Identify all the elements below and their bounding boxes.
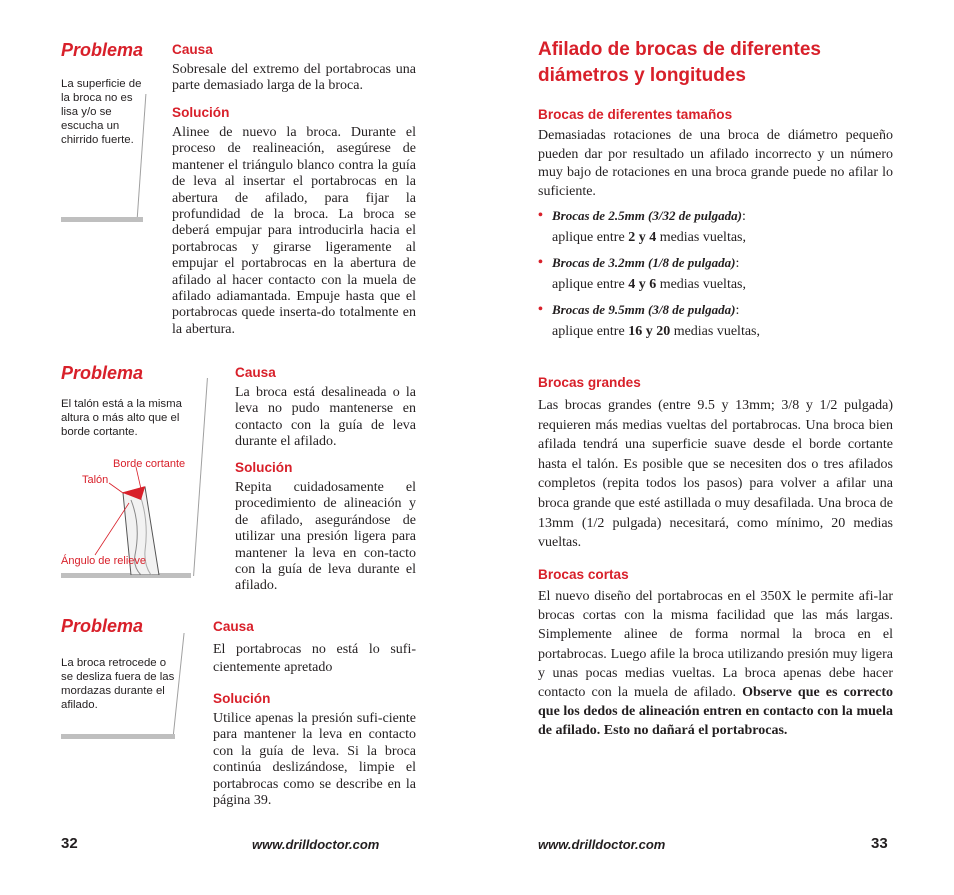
- problem-3-note: La broca retrocede o se desliza fuera de las mordazas durante el afilado.: [61, 657, 175, 711]
- sizes-text: Demasiadas rotaciones de una broca de diámetro pequeño pueden dar por resultado un afilado incorrecto y un número muy bajo de rotaciones en una broca grande puede no afilar lo suficiente.: [538, 128, 893, 199]
- footer-url-left: www.drilldoctor.com: [252, 837, 380, 852]
- problem-3-cause-label: Causa: [213, 619, 254, 634]
- problem-2-cause-label: Causa: [235, 365, 276, 380]
- problem-2-note: El talón está a la misma altura o más alto que el borde cortante.: [61, 398, 182, 438]
- problem-1-heading: Problema: [61, 40, 144, 60]
- figure-label-edge: Borde cortante: [113, 458, 186, 470]
- problem-1-cause: Sobresale del extremo del portabrocas una parte demasiado larga de la broca.: [172, 62, 416, 94]
- problem-2-solution: Repita cuidadosamente el procedimiento de alineación y de afilado, asegurándose de utilizar una presión ligera para mantener la leva en con-tacto con la guía de leva durante el afilado.: [235, 480, 416, 594]
- problem-3-solution-label: Solución: [213, 691, 271, 706]
- problem-1-solution-label: Solución: [172, 105, 230, 120]
- problem-3-heading: Problema: [61, 616, 144, 636]
- large-heading: Brocas grandes: [538, 375, 641, 390]
- sizes-heading: Brocas de diferentes tamaños: [538, 107, 733, 122]
- problem-1-solution: Alinee de nuevo la broca. Durante el proceso de realineación, asegúrese de mantener el triángulo blanco contra la guía de leva al insertar el portabrocas en la abertura de afilado, para fijar la profundidad de la broca. La broca se deberá empujar para introducirla hacia el portabrocas y girarse ligeramente al empujar el portabrocas en la abertura de afilado al hacer contacto con la muela de afilado adiamantada. Empuje hasta que el portabrocas quede inserta-do totalmente en la abertura.: [172, 125, 416, 337]
- figure-label-relief: Ángulo de relieve: [61, 555, 147, 567]
- problem-3-bar: [61, 734, 175, 739]
- size-bullet: • Brocas de 3.2mm (1/8 de pulgada): aplique entre 4 y 6 medias vueltas,: [538, 252, 893, 295]
- bullet-pre: aplique entre: [552, 324, 629, 339]
- bullet-post: medias vueltas,: [656, 230, 746, 245]
- problem-3-cause: El portabrocas no está lo sufi-cientemente apretado: [213, 642, 416, 675]
- bullet-amount: 4 y 6: [628, 277, 657, 292]
- bullet-amount: 16 y 20: [628, 324, 671, 339]
- bullet-size: Brocas de 2.5mm (3/32 de pulgada): [552, 208, 742, 223]
- bullet-icon: •: [538, 255, 543, 270]
- bullet-icon: •: [538, 208, 543, 223]
- problem-2-solution-label: Solución: [235, 460, 293, 475]
- short-heading: Brocas cortas: [538, 567, 629, 582]
- bullet-size: Brocas de 9.5mm (3/8 de pulgada): [552, 302, 736, 317]
- short-text: [538, 587, 893, 741]
- problem-2-cause: La broca está desalineada o la leva no pudo mantenerse en contacto con la guía de leva durante el afilado.: [235, 385, 416, 450]
- bullet-size: Brocas de 3.2mm (1/8 de pulgada): [552, 255, 736, 270]
- problem-1-bar: [61, 217, 143, 222]
- short-text-body: El nuevo diseño del portabrocas en el 350X le permite afi-lar brocas cortas con la misma facilidad que las más largas. Simplemente alinee de forma normal la broca en el portabrocas. Luego afile la broca utilizando presión muy ligera y unas pocas medias vueltas. La broca apenas debe hacer contacto con la muela de afilado.: [538, 589, 893, 701]
- problem-3-solution: Utilice apenas la presión sufi-ciente para mantener la leva en contacto con la guía de leva. Si la broca continúa deslizándose, limpie el portabrocas como se describe en la página 39.: [213, 711, 416, 809]
- short-text-bold: Observe que es correcto que los dedos de alineación entren en contacto con la muela de afilado. Esto no dañará el portabrocas.: [538, 685, 894, 739]
- size-bullet-list: [538, 205, 893, 346]
- page-title: Afilado de brocas de diferentes diámetros y longitudes: [538, 39, 821, 86]
- bullet-post: medias vueltas,: [656, 277, 746, 292]
- size-bullet: • Brocas de 9.5mm (3/8 de pulgada): aplique entre 16 y 20 medias vueltas,: [538, 299, 893, 342]
- figure-label-heel: Talón: [82, 474, 109, 486]
- problem-2-heading: Problema: [61, 363, 144, 383]
- bullet-icon: •: [538, 302, 543, 317]
- bullet-pre: aplique entre: [552, 277, 629, 292]
- bullet-pre: aplique entre: [552, 230, 629, 245]
- footer-url-right: www.drilldoctor.com: [538, 837, 666, 852]
- problem-1-note: La superficie de la broca no es lisa y/o se escucha un chirrido fuerte.: [61, 78, 142, 146]
- size-bullet: • Brocas de 2.5mm (3/32 de pulgada): aplique entre 2 y 4 medias vueltas,: [538, 205, 893, 248]
- page-number-left: 32: [61, 835, 78, 852]
- bullet-amount: 2 y 4: [628, 230, 657, 245]
- bullet-post: medias vueltas,: [670, 324, 760, 339]
- page-number-right: 33: [871, 835, 888, 852]
- large-text: Las brocas grandes (entre 9.5 y 13mm; 3/8 y 1/2 pulgada) requieren más medias vueltas del portabrocas. Una broca bien afilada tendrá una superficie suave desde el borde cortante hasta el talón. Es posible que se necesiten dos o tres afilados completos (repita todos los pasos) para volver a afilar una broca grande que esté astillada o muy desafilada. Una broca de 13mm (1/2 pulgada) necesitará, como mínimo, 20 medias vueltas.: [538, 398, 893, 551]
- problem-1-cause-label: Causa: [172, 42, 213, 57]
